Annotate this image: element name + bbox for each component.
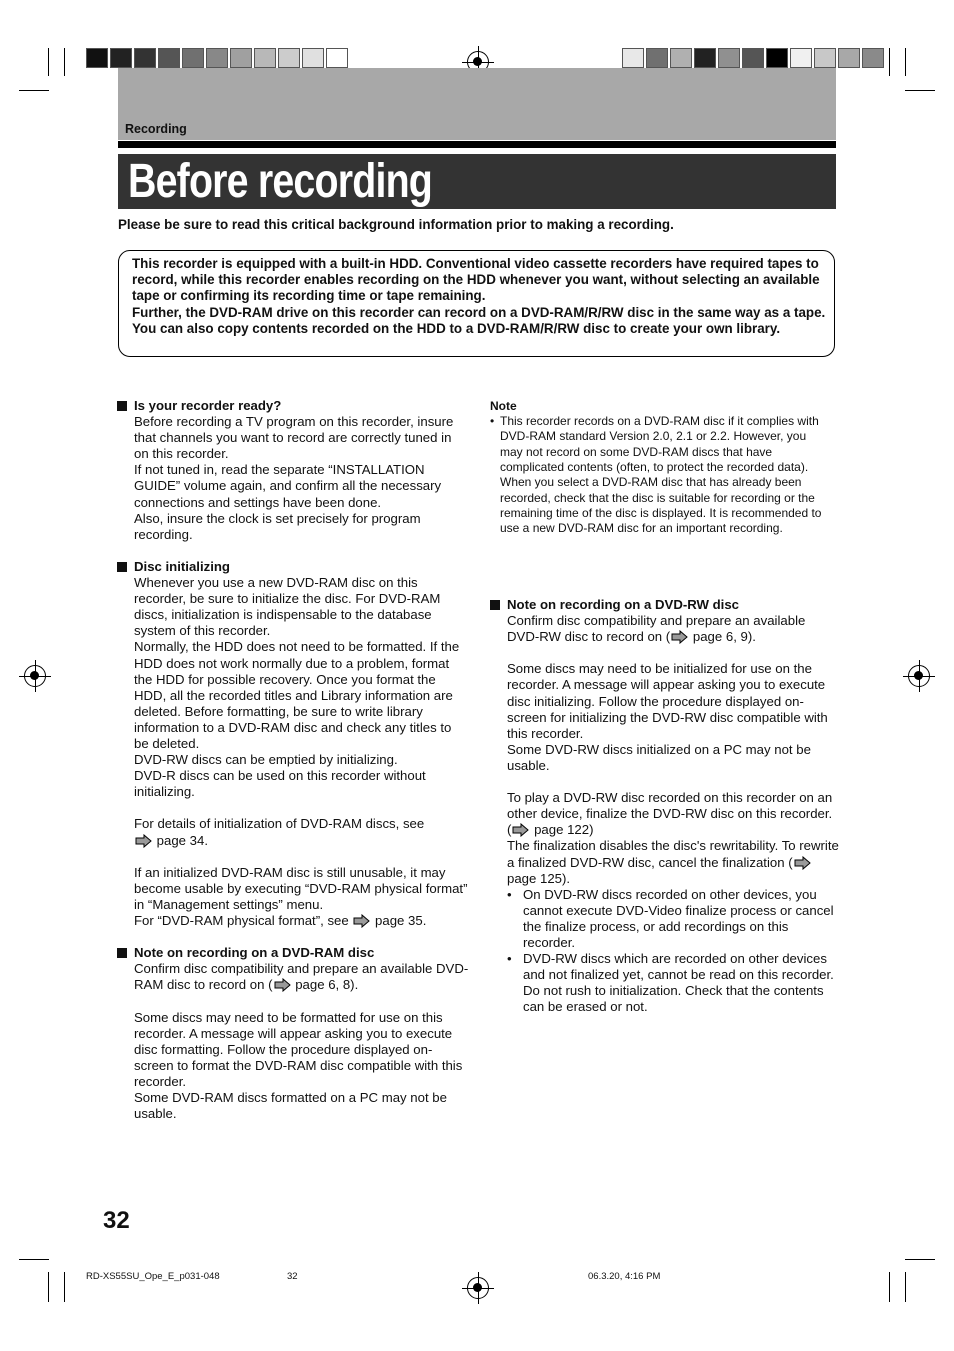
body-text: Before recording a TV program on this recorder, insure that channels you want to record are correctly tuned in on this recorder. — [134, 414, 454, 462]
body-text: DVD-R discs can be used on this recorder without initializing. — [134, 768, 426, 800]
calibration-swatch — [622, 48, 644, 68]
note-heading: Note — [490, 399, 517, 413]
square-bullet-icon — [117, 948, 127, 958]
calibration-swatch — [302, 48, 324, 68]
arrow-right-icon — [352, 913, 371, 928]
calibration-swatch — [110, 48, 132, 68]
square-bullet-icon — [490, 600, 500, 610]
bullet-list — [507, 887, 839, 1016]
footer-page: 32 — [287, 1271, 298, 1282]
calibration-swatch — [790, 48, 812, 68]
calibration-swatch — [86, 48, 108, 68]
registration-mark-icon — [467, 1277, 489, 1299]
body-text: To play a DVD-RW disc recorded on this recorder on an other device, finalize the DVD-RW disc on this recorder. ( page 122) — [507, 790, 833, 838]
square-bullet-icon — [117, 562, 127, 572]
section-heading: Is your recorder ready? — [134, 398, 469, 414]
notice-paragraph: Further, the DVD-RAM drive on this recorder can record on a DVD-RAM/R/RW disc in the same way as a tape. You can also copy contents recorded on the HDD to a DVD-RAM/R/RW disc to create your own library. — [132, 304, 826, 336]
calibration-swatch — [742, 48, 764, 68]
body-text: For “DVD-RAM physical format”, see page 35. — [134, 913, 427, 928]
color-calibration-bar-right — [622, 48, 886, 68]
arrow-right-icon — [273, 977, 292, 992]
body-text: Some discs may need to be initialized for use on the recorder. A message will appear asking you to execute disc initializing. Follow the procedure displayed on-screen for initializing the DVD-RW disc compatible with this recorder. — [507, 661, 828, 741]
section-heading: Note on recording on a DVD-RAM disc — [134, 945, 469, 961]
arrow-right-icon — [134, 833, 153, 848]
body-text: Normally, the HDD does not need to be formatted. If the HDD does not work normally due to a problem, format the HDD for possible recovery. Once you format the HDD, all the recorded titles and Library information are deleted. Before formatting, be sure to write library information to a DVD-RAM disc and check any titles to be deleted. — [134, 639, 460, 751]
body-text: If not tuned in, read the separate “INSTALLATION GUIDE” volume again, and confirm all the necessary connections and settings have been done. — [134, 462, 442, 510]
section-label: Recording — [125, 122, 187, 136]
calibration-swatch — [838, 48, 860, 68]
calibration-swatch — [646, 48, 668, 68]
square-bullet-icon — [117, 401, 127, 411]
body-text: If an initialized DVD-RAM disc is still unusable, it may become usable by executing “DVD-RAM physical format” in “Management settings” menu. — [134, 864, 468, 912]
calibration-swatch — [182, 48, 204, 68]
color-calibration-bar-left — [86, 48, 350, 68]
section-heading: Disc initializing — [134, 559, 469, 575]
calibration-swatch — [230, 48, 252, 68]
registration-mark-icon — [908, 665, 930, 687]
page-number: 32 — [103, 1207, 130, 1234]
body-text: Some DVD-RW discs initialized on a PC may not be usable. — [507, 741, 811, 773]
body-text: Some DVD-RAM discs formatted on a PC may not be usable. — [134, 1090, 447, 1122]
list-item: • DVD-RW discs which are recorded on other devices and not finalized yet, cannot be read on this recorder. Do not rush to initialization. Check that the contents can be erased or not. — [507, 951, 839, 1015]
body-text: For details of initialization of DVD-RAM discs, see page 34. — [134, 816, 425, 848]
intro-text: Please be sure to read this critical background information prior to making a recording. — [118, 217, 674, 232]
body-text: Confirm disc compatibility and prepare an available DVD-RW disc to record on ( page 6, 9). — [507, 613, 806, 645]
calibration-swatch — [254, 48, 276, 68]
footer-date: 06.3.20, 4:16 PM — [588, 1271, 661, 1282]
calibration-swatch — [158, 48, 180, 68]
calibration-swatch — [814, 48, 836, 68]
footer-file: RD-XS55SU_Ope_E_p031-048 — [86, 1271, 220, 1282]
left-column — [134, 398, 469, 1122]
body-text: Some discs may need to be formatted for use on this recorder. A message will appear asking you to execute disc formatting. Follow the procedure displayed on-screen to format the DVD-RAM disc compatible with this recorder. — [134, 1009, 463, 1089]
calibration-swatch — [134, 48, 156, 68]
notice-paragraph: This recorder is equipped with a built-in HDD. Conventional video cassette recorders have required tapes to record, while this recorder enables recording on the HDD whenever you want, without selecting an available tape or confirming its recording time or tape remaining. — [132, 256, 820, 304]
note-block — [490, 398, 830, 536]
calibration-swatch — [326, 48, 348, 68]
page-title: Before recording — [128, 155, 433, 208]
calibration-swatch — [694, 48, 716, 68]
header-rule — [118, 141, 836, 148]
note-text: • This recorder records on a DVD-RAM disc if it complies with DVD-RAM standard Version 2.0, 2.1 or 2.2. However, you may not record on some DVD-RAM discs that have complicated contents (often, to protect the recorded data). When you select a DVD-RAM disc that has already been recorded, check that the disc is suitable for recording or the remaining time of the disc is displayed. It is recommended to use a new DVD-RAM disc for an important recording. — [490, 414, 822, 536]
body-text: Also, insure the clock is set precisely for program recording. — [134, 510, 421, 542]
section-heading: Note on recording on a DVD-RW disc — [507, 597, 839, 613]
calibration-swatch — [766, 48, 788, 68]
list-item: • On DVD-RW discs recorded on other devices, you cannot execute DVD-Video finalize process or cancel the finalize process, or add recordings on this recorder. — [507, 887, 839, 951]
body-text: DVD-RW discs can be emptied by initializing. — [134, 752, 398, 768]
right-column — [507, 597, 839, 1015]
notice-box — [118, 250, 835, 357]
arrow-right-icon — [670, 629, 689, 644]
calibration-swatch — [862, 48, 884, 68]
body-text: The finalization disables the disc's rewritability. To rewrite a finalized DVD-RW disc, cancel the finalization ( page 125). — [507, 838, 839, 886]
calibration-swatch — [718, 48, 740, 68]
calibration-swatch — [670, 48, 692, 68]
arrow-right-icon — [793, 855, 812, 870]
body-text: Whenever you use a new DVD-RAM disc on this recorder, be sure to initialize the disc. For DVD-RAM discs, initialization is indispensable to the database system of this recorder. — [134, 575, 441, 639]
calibration-swatch — [278, 48, 300, 68]
arrow-right-icon — [511, 822, 530, 837]
registration-mark-icon — [24, 665, 46, 687]
header-band — [118, 68, 836, 140]
body-text: Confirm disc compatibility and prepare an available DVD-RAM disc to record on ( page 6, 8). — [134, 961, 469, 993]
calibration-swatch — [206, 48, 228, 68]
